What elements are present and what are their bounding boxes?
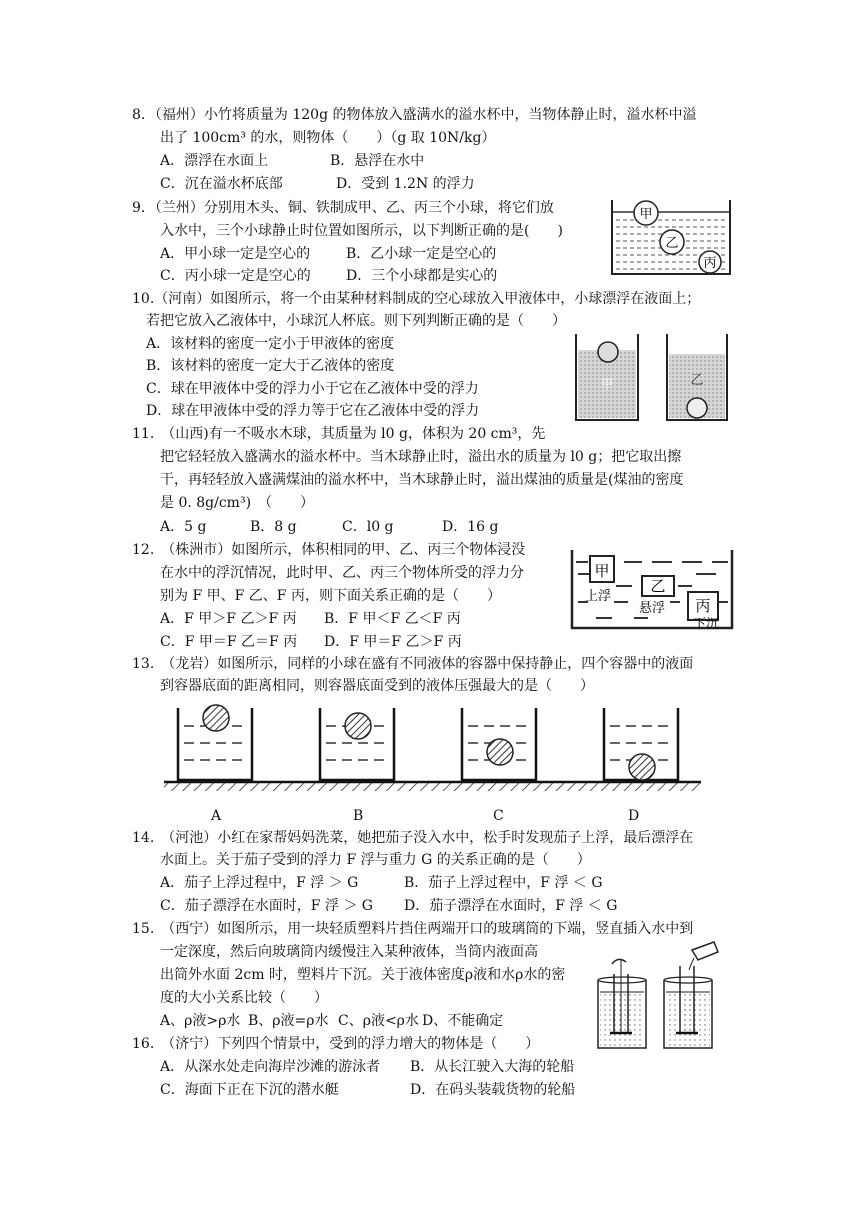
q13-container-d xyxy=(604,708,678,780)
q12-block-label-2: 乙 xyxy=(650,577,666,595)
q15-stem-line1: 15. （西宁）如图所示，用一块轻质塑料片挡住两端开口的玻璃筒的下端，竖直插入水中到 xyxy=(132,921,694,937)
q14-option-d: D．茄子漂浮在水面时，F 浮 ＜ G xyxy=(404,898,618,914)
q15-stem-line2: 一定深度，然后向玻璃筒内缓慢注入某种液体，当筒内液面高 xyxy=(160,944,538,960)
q9-option-b: B．乙小球一定是空心的 xyxy=(346,246,497,262)
q13-label-d: D xyxy=(628,808,640,824)
q9-ball-label-1: 甲 xyxy=(639,207,653,222)
q14-option-c: C．茄子漂浮在水面时，F 浮 ＞ G xyxy=(160,898,373,914)
q15-option-a: A、ρ液>ρ水 xyxy=(160,1013,241,1029)
q9-option-d: D．三个小球都是实心的 xyxy=(346,268,498,284)
q9-figure-balls-in-water xyxy=(608,196,734,278)
q10-option-b: B．该材料的密度一定大于乙液体的密度 xyxy=(146,358,395,374)
q8-option-c: C．沉在溢水杯底部 xyxy=(160,176,283,192)
q12-state-label-sink: 下沉 xyxy=(692,617,720,632)
q13-stem-line1: 13. （龙岩）如图所示，同样的小球在盛有不同液体的容器中保持静止，四个容器中的液面 xyxy=(132,656,694,672)
q10-option-c: C．球在甲液体中受的浮力小于它在乙液体中受的浮力 xyxy=(146,381,479,397)
q12-option-d: D．F 甲＝F 乙＞F 丙 xyxy=(324,634,462,650)
q16-stem-line1: 16. （济宁）下列四个情景中，受到的浮力增大的物体是（ ） xyxy=(132,1036,540,1052)
q14-option-b: B．茄子上浮过程中，F 浮 ＜ G xyxy=(404,875,603,891)
q12-option-a: A．F 甲＞F 乙＞F 丙 xyxy=(160,611,297,627)
q16-option-d: D．在码头装载货物的轮船 xyxy=(410,1082,576,1098)
q12-figure-floating-states xyxy=(568,548,736,632)
q16-option-a: A．从深水处走向海岸沙滩的游泳者 xyxy=(160,1059,381,1075)
q11-option-a: A．5 g xyxy=(160,519,207,535)
q12-state-label-suspend: 悬浮 xyxy=(638,601,666,616)
q15-figure-glass-tube xyxy=(588,938,728,1054)
q11-stem-line3: 干，再轻轻放入盛满煤油的溢水杯中，当木球静止时，溢出煤油的质量是(煤油的密度 xyxy=(160,472,684,488)
q13-container-a xyxy=(178,705,252,780)
q9-stem-line1: 9．（兰州）分别用木头、铜、铁制成甲、乙、丙三个小球，将它们放 xyxy=(132,200,554,216)
q14-stem-line1: 14. （河池）小红在家帮妈妈洗菜，她把茄子没入水中，松手时发现茄子上浮，最后漂浮在 xyxy=(132,830,694,846)
q9-option-c: C．丙小球一定是空心的 xyxy=(160,268,311,284)
q16-option-b: B．从长江驶入大海的轮船 xyxy=(410,1059,575,1075)
q16-option-c: C．海面下正在下沉的潜水艇 xyxy=(160,1082,339,1098)
q13-figure-four-containers xyxy=(160,700,705,800)
q11-option-d: D．16 g xyxy=(442,519,499,535)
q11-option-c: C．l0 g xyxy=(342,519,394,535)
q14-stem-line2: 水面上。关于茄子受到的浮力 F 浮与重力 G 的关系正确的是（ ） xyxy=(160,852,591,868)
q13-container-c xyxy=(462,708,536,780)
q12-block-label-3: 丙 xyxy=(695,597,711,615)
q15-option-c: C、ρ液<ρ水 xyxy=(338,1013,419,1029)
q13-label-b: B xyxy=(353,808,364,824)
q10-beaker-label-left: 甲 xyxy=(600,377,614,391)
q13-label-c: C xyxy=(493,808,504,824)
q12-option-c: C．F 甲＝F 乙＝F 丙 xyxy=(160,634,298,650)
q10-option-a: A．该材料的密度一定小于甲液体的密度 xyxy=(146,336,395,352)
q10-stem-line2: 若把它放入乙液体中，小球沉人杯底。则下列判断正确的是（ ） xyxy=(146,313,566,329)
q9-stem-line2: 入水中，三个小球静止时位置如图所示，以下判断正确的是( ) xyxy=(160,223,563,239)
q14-option-a: A．茄子上浮过程中，F 浮 ＞ G xyxy=(160,875,359,891)
q9-option-a: A．甲小球一定是空心的 xyxy=(160,246,311,262)
q13-stem-line2: 到容器底面的距离相同，则容器底面受到的液体压强最大的是（ ） xyxy=(160,678,594,694)
q13-label-a: A xyxy=(211,808,222,824)
q15-option-b: B、ρ液=ρ水 xyxy=(248,1013,329,1029)
q10-option-d: D．球在甲液体中受的浮力等于它在乙液体中受的浮力 xyxy=(146,403,480,419)
q11-option-b: B．8 g xyxy=(250,519,297,535)
q15-stem-line4: 度的大小关系比较（ ） xyxy=(160,990,328,1006)
q8-option-b: B．悬浮在水中 xyxy=(330,153,425,169)
q8-stem-line2: 出了 100cm³ 的水，则物体（ ）（g 取 10N/kg） xyxy=(160,130,496,146)
q12-stem-line1: 12. （株洲市）如图所示，体积相同的甲、乙、丙三个物体浸没 xyxy=(132,542,526,558)
q10-stem-line1: 10.（河南）如图所示，将一个由某种材料制成的空心球放入甲液体中，小球漂浮在液面上； xyxy=(132,291,701,307)
q8-option-a: A．漂浮在水面上 xyxy=(160,153,269,169)
q12-stem-line3: 别为 F 甲、F 乙、F 丙，则下面关系正确的是（ ） xyxy=(160,588,501,604)
q9-ball-label-2: 乙 xyxy=(665,236,679,251)
q10-beaker-label-right: 乙 xyxy=(690,373,704,388)
q9-ball-label-3: 丙 xyxy=(703,256,717,271)
q11-stem-line2: 把它轻轻放入盛满水的溢水杯中。当木球静止时，溢出水的质量为 l0 g；把它取出擦 xyxy=(160,449,682,465)
q12-state-label-rise: 上浮 xyxy=(584,589,612,604)
q13-container-b xyxy=(320,708,394,780)
q11-stem-line1: 11. （山西)有一不吸水木球，其质量为 l0 g，体积为 20 cm³，先 xyxy=(132,426,546,442)
q8-option-d: D．受到 1.2N 的浮力 xyxy=(336,176,475,192)
q12-option-b: B．F 甲＜F 乙＜F 丙 xyxy=(324,611,461,627)
q11-stem-line4: 是 0. 8g/cm³) （ ） xyxy=(160,495,315,511)
q8-stem-line1: 8．（福州）小竹将质量为 120g 的物体放入盛满水的溢水杯中，当物体静止时，溢水杯中溢 xyxy=(132,107,697,123)
q12-block-label-1: 甲 xyxy=(594,562,610,580)
q15-stem-line3: 出筒外水面 2cm 时，塑料片下沉。关于液体密度ρ液和水ρ水的密 xyxy=(160,967,566,983)
q10-figure-two-beakers xyxy=(572,332,732,422)
q15-option-d: D、不能确定 xyxy=(422,1013,504,1029)
q12-stem-line2: 在水中的浮沉情况，此时甲、乙、丙三个物体所受的浮力分 xyxy=(160,565,524,581)
